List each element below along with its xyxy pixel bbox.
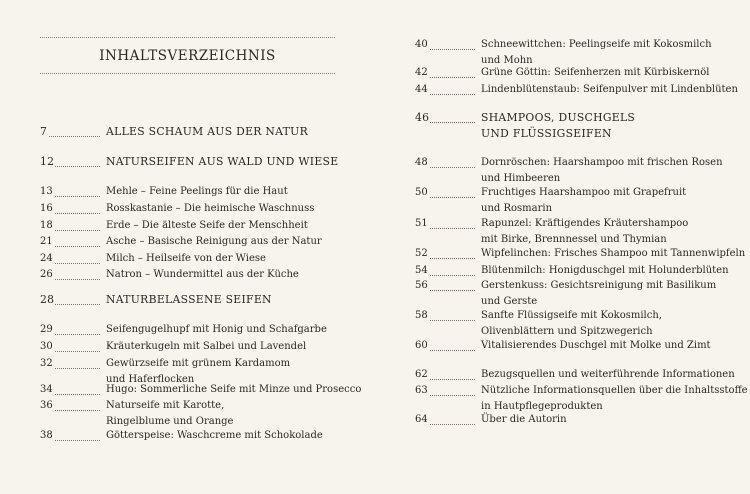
- entry-title: [106, 251, 266, 267]
- entry-title-line: UND FLÜSSIGSEIFEN: [481, 127, 612, 140]
- entry-title-line: und Haferflocken: [106, 374, 195, 385]
- page-number-text: 16: [40, 203, 53, 214]
- entry-title: [106, 201, 314, 217]
- entry-title-line: Rosskastanie – Die heimische Waschnuss: [106, 203, 315, 214]
- page-number-text: 54: [415, 265, 428, 276]
- entry-title: [106, 154, 338, 170]
- entry-title: [106, 267, 299, 283]
- page-number: [415, 367, 475, 383]
- entry-title-line: Dornröschen: Haarshampoo mit frischen Rosen: [481, 157, 723, 168]
- entry-title: [106, 124, 308, 140]
- entry-title: [481, 338, 711, 354]
- page-number-text: 62: [415, 369, 428, 380]
- page-number: [415, 82, 475, 98]
- page-number: [415, 110, 475, 126]
- entry-title-line: Vitalisierendes Duschgel mit Molke und Zimt: [481, 340, 711, 351]
- page-number: [40, 218, 100, 234]
- entry-title: [481, 216, 688, 248]
- page-number-text: 48: [415, 157, 428, 168]
- entry-title-line: Ringelblume und Orange: [106, 416, 234, 427]
- entry-title-line: Natron – Wundermittel aus der Küche: [106, 269, 299, 280]
- entry-title: [481, 383, 748, 415]
- page-number-text: 36: [40, 400, 53, 411]
- entry-title: [106, 234, 322, 250]
- entry-title-line: und Gerste: [481, 296, 538, 307]
- entry-title-line: Blütenmilch: Honigduschgel mit Holunderblüten: [481, 265, 729, 276]
- entry-title-line: und Himbeeren: [481, 173, 561, 184]
- page-number-text: 34: [40, 384, 53, 395]
- page-number-text: 60: [415, 340, 428, 351]
- entry-title-line: Erde – Die älteste Seife der Menschheit: [106, 220, 308, 231]
- entry-title-line: Rapunzel: Kräftigendes Kräutershampoo: [481, 218, 689, 229]
- page-number: [40, 428, 100, 444]
- entry-title-line: Götterspeise: Waschcreme mit Schokolade: [106, 430, 323, 441]
- entry-title: [481, 263, 729, 279]
- page-number: [40, 234, 100, 250]
- entry-title-line: Fruchtiges Haarshampoo mit Grapefruit: [481, 187, 687, 198]
- page-number: [40, 292, 100, 308]
- page-number-text: 29: [40, 324, 53, 335]
- entry-title-line: Naturseife mit Karotte,: [106, 400, 225, 411]
- entry-title-line: Nützliche Informationsquellen über die Inhaltsstoffe: [481, 385, 748, 396]
- page-number-text: 13: [40, 186, 53, 197]
- entry-title-line: Gerstenkuss: Gesichtsreinigung mit Basilikum: [481, 280, 717, 291]
- page-number: [415, 216, 475, 232]
- entry-title-line: und Rosmarin: [481, 203, 553, 214]
- page-number: [40, 124, 100, 140]
- entry-title-line: Schneewittchen: Peelingseife mit Kokosmilch: [481, 39, 712, 50]
- page-number: [415, 65, 475, 81]
- entry-title: [106, 292, 272, 308]
- page-number-text: 30: [40, 341, 53, 352]
- page-number-text: 7: [40, 125, 48, 138]
- page-number-text: 56: [415, 280, 428, 291]
- entry-title-line: Über die Autorin: [481, 414, 567, 425]
- page-number: [40, 356, 100, 372]
- entry-title: [106, 339, 306, 355]
- page-number: [415, 308, 475, 324]
- page-number: [415, 383, 475, 399]
- page-number: [415, 37, 475, 53]
- entry-title: [481, 82, 738, 98]
- entry-title-line: Seifengugelhupf mit Honig und Schafgarbe: [106, 324, 327, 335]
- entry-title-line: Grüne Göttin: Seifenherzen mit Kürbiskernöl: [481, 67, 710, 78]
- page-number-text: 26: [40, 269, 53, 280]
- entry-title-line: ALLES SCHAUM AUS DER NATUR: [106, 125, 309, 138]
- page-number: [415, 246, 475, 262]
- page-number: [40, 339, 100, 355]
- entry-title-line: Sanfte Flüssigseife mit Kokosmilch,: [481, 310, 662, 321]
- page-number-text: 21: [40, 236, 53, 247]
- entry-title-line: NATURBELASSENE SEIFEN: [106, 293, 272, 306]
- entry-title: [106, 382, 361, 398]
- page-number-text: 24: [40, 253, 53, 264]
- page-number-text: 51: [415, 218, 428, 229]
- page-number: [415, 338, 475, 354]
- entry-title: [481, 155, 723, 187]
- page-number-text: 12: [40, 155, 55, 168]
- entry-title-line: Lindenblütenstaub: Seifenpulver mit Lindenblüten: [481, 84, 738, 95]
- entry-title-line: in Hautpflegeprodukten: [481, 401, 603, 412]
- page-number: [40, 322, 100, 338]
- page-number: [415, 263, 475, 279]
- entry-title-line: Bezugsquellen und weiterführende Informationen: [481, 369, 735, 380]
- entry-title: [106, 184, 288, 200]
- entry-title-line: Kräuterkugeln mit Salbei und Lavendel: [106, 341, 307, 352]
- entry-title-line: SHAMPOOS, DUSCHGELS: [481, 111, 636, 124]
- entry-title: [481, 185, 686, 217]
- entry-title-line: Hugo: Sommerliche Seife mit Minze und Prosecco: [106, 384, 362, 395]
- entry-title: [481, 308, 662, 340]
- page-number: [415, 185, 475, 201]
- entry-title: [481, 367, 735, 383]
- entry-title: [106, 428, 323, 444]
- entry-title-line: Olivenblättern und Spitzwegerich: [481, 326, 653, 337]
- page-number-text: 32: [40, 358, 53, 369]
- page-number-text: 50: [415, 187, 428, 198]
- entry-title: [106, 398, 233, 430]
- page-number: [415, 155, 475, 171]
- page-number-text: 18: [40, 220, 53, 231]
- page-number: [415, 278, 475, 294]
- page-number: [40, 267, 100, 283]
- title-top-rule: [40, 37, 335, 38]
- entry-title: [481, 412, 567, 428]
- page-number-text: 28: [40, 293, 55, 306]
- entry-title: [481, 110, 635, 142]
- page-number-text: 63: [415, 385, 428, 396]
- entry-title: [481, 278, 716, 310]
- page-number: [40, 201, 100, 217]
- page-number-text: 64: [415, 414, 428, 425]
- right-page: [375, 0, 750, 494]
- page-number-text: 58: [415, 310, 428, 321]
- entry-title-line: Milch – Heilseife von der Wiese: [106, 253, 266, 264]
- page-number: [40, 398, 100, 414]
- page-number: [40, 154, 100, 170]
- entry-title: [481, 246, 745, 262]
- entry-title: [106, 218, 308, 234]
- page-number-text: 46: [415, 111, 430, 124]
- page-number-text: 38: [40, 430, 53, 441]
- page-number: [40, 382, 100, 398]
- page-number-text: 40: [415, 39, 428, 50]
- entry-title-line: Gewürzseife mit grünem Kardamom: [106, 358, 291, 369]
- page-number-text: 42: [415, 67, 428, 78]
- page-number-text: 52: [415, 248, 428, 259]
- entry-title-line: Asche – Basische Reinigung aus der Natur: [106, 236, 322, 247]
- page-number: [415, 412, 475, 428]
- entry-title: [106, 322, 327, 338]
- page-number: [40, 251, 100, 267]
- title-bottom-rule: [40, 73, 335, 74]
- entry-title-line: mit Birke, Brennnessel und Thymian: [481, 234, 667, 245]
- entry-title: [481, 65, 709, 81]
- entry-title-line: und Mohn: [481, 55, 533, 66]
- page-number-text: 44: [415, 84, 428, 95]
- page-number: [40, 184, 100, 200]
- entry-title-line: Wipfelinchen: Frisches Shampoo mit Tannenwipfeln: [481, 248, 746, 259]
- entry-title-line: Mehle – Feine Peelings für die Haut: [106, 186, 288, 197]
- entry-title-line: NATURSEIFEN AUS WALD UND WIESE: [106, 155, 339, 168]
- toc-title: INHALTSVERZEICHNIS: [99, 48, 276, 64]
